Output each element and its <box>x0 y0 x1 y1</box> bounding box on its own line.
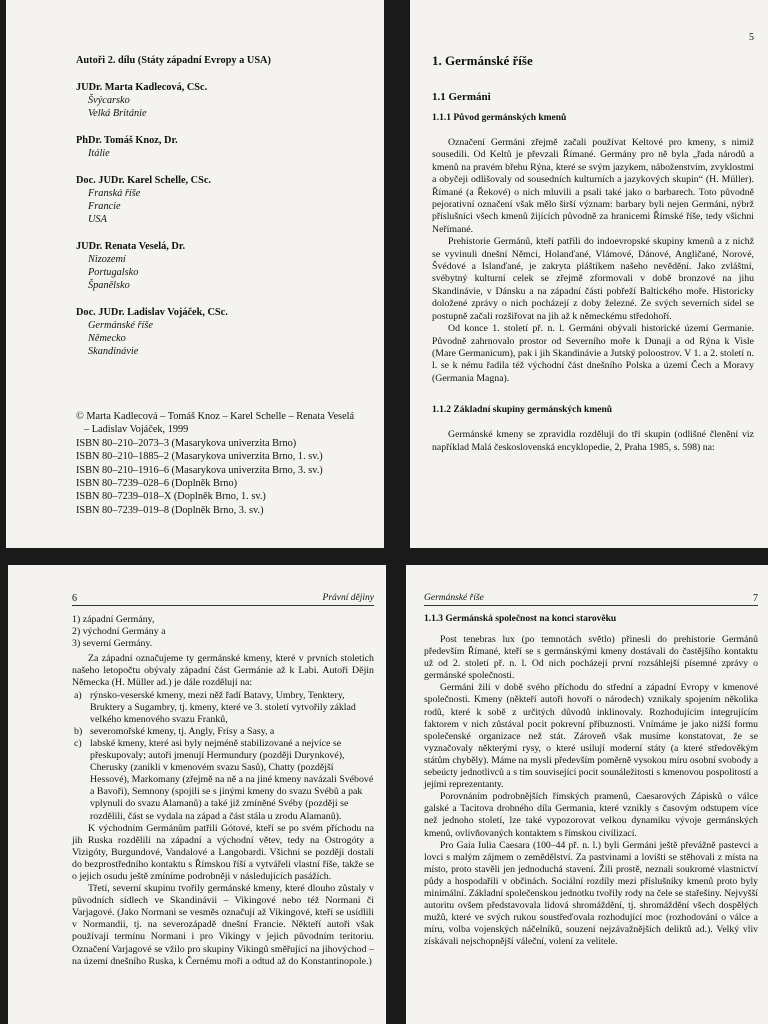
running-header <box>72 593 374 606</box>
list-item: 3) severní Germány. <box>72 638 153 650</box>
isbn-line: ISBN 80–210–1916–6 (Masarykova univerzita Brno, 3. sv.) <box>76 464 323 476</box>
author-topic: Švýcarsko <box>88 95 130 106</box>
isbn-line: ISBN 80–7239–019–8 (Doplněk Brno, 3. sv.) <box>76 504 264 516</box>
author-name: PhDr. Tomáš Knoz, Dr. <box>76 135 178 146</box>
author-topic: USA <box>88 214 107 225</box>
author-topic: Nizozemí <box>88 254 126 265</box>
page-5 <box>410 0 768 548</box>
list-item: a) rýnsko-veserské kmeny, mezi něž řadí Batavy, Umbry, Tenktery, Bruktery a Sugambry, tj. kmeny, které ve 3. století vytvořily základ velkého kmenového svazu Franků, <box>74 689 356 725</box>
tribe-list <box>72 690 374 823</box>
author-topic: Itálie <box>88 148 110 159</box>
paragraph: K východním Germánům patřili Gótové, kteří se po svém příchodu na jih Ruska rozdělili na západní a východní větev, tedy na Ostrogóty a Vizigóty, Burgundové, Vandalové a Langobardi. Všichni se později dostali do bezprostředního kontaktu s Římskou říší a vytvářeli vlastní říše, takže se o jejich osudu ještě zmíníme podrobněji v následujících pasážích. <box>72 822 374 882</box>
author-name: JUDr. Marta Kadlecová, CSc. <box>76 82 208 93</box>
author-topic: Německo <box>88 333 126 344</box>
list-item: c) labské kmeny, které asi byly nejméně stabilizované a nejvíce se přeskupovaly; autoři jmenují Hermundury (později Durynkové), Cherusky (zanikli v kmenovém svazu Sasů), Chatty (pozdější Hessové), Markomany (zřejmě na ně a na jiné kmeny navázali Svébové a Bavoři), Semnony (spojili se s jinými kmeny do svazu Svébů a pak vplynuli do svazu Alamanů) a také již zmíněné Svéby (později se rozdělili, část se vydala na západ a část stála u zrodu Alamanů). <box>74 737 374 822</box>
section-title: 1.1 Germáni <box>432 91 491 103</box>
copyright-line: – Ladislav Vojáček, 1999 <box>84 424 189 436</box>
page-7 <box>406 565 768 1024</box>
author-topic: Franská říše <box>88 188 141 199</box>
author-entry <box>76 81 366 120</box>
paragraph: Třetí, severní skupinu tvořily germánské kmeny, které dlouho zůstaly v původních sídlech ve Skandinávii – Vikingové nebo též Normani či Varjagové. (Jako Normani se vesměs označují až Vikingové, kteří se usídlili v Normandii, tj. na severozápadě dnešní Francie. Někteří autoři však používají termínu Normani i pro Vikingy v jejich původním teritoriu. Označení Varjagové se vžilo pro skupiny Vikingů směřující na jihovýchod – na území dnešního Ruska, k Černému moři a odtud až do Konstantinopole.) <box>72 883 374 967</box>
paragraph: Za západní označujeme ty germánské kmeny, které v prvních stoletích našeho letopočtu obývaly západní část Germánie až k Labi. Autoři Dějin Německa (H. Müller ad.) je dále rozdělují na: <box>72 653 374 689</box>
subsection-title: 1.1.2 Základní skupiny germánských kmenů <box>432 405 613 416</box>
subsection-title: 1.1.1 Původ germánských kmenů <box>432 113 567 123</box>
author-name: Doc. JUDr. Karel Schelle, CSc. <box>76 175 211 186</box>
isbn-line: ISBN 80–7239–028–6 (Doplněk Brno) <box>76 478 238 490</box>
author-entry <box>76 134 366 160</box>
isbn-line: ISBN 80–210–1885–2 (Masarykova univerzita Brno, 1. sv.) <box>76 451 323 463</box>
page-6 <box>8 565 386 1024</box>
running-head: Právní dějiny <box>322 593 374 603</box>
list-item: 2) východní Germány a <box>72 626 166 638</box>
author-entry <box>76 306 366 358</box>
paragraph: Post tenebras lux (po temnotách světlo) přinesli do prehistorie Germánů především Římané, kteří se s germánskými kmeny dostávali do častějšího kontaktu už od 2. století př. n. l. Od nich pocházejí první rozsáhlejší písemné zprávy o germánské společnosti. <box>424 634 758 682</box>
paragraph: Porovnáním podrobnějších římských pramenů, Caesarových Zápisků o válce galské a Tacitova drobného díla Germania, které vznikly s časovým odstupem více než jednoho století, lze také vypozorovat velkou dynamiku vývoje germánských kmenů, ovlivňovaných kontaktem s římskou civilizací. <box>424 791 758 839</box>
paragraph: Od konce 1. století př. n. l. Germáni obývali historické území Germanie. Původně zahrnovalo prostor od Severního moře k Dunaji a od Rýna k Visle (Mare Germanicum), pak i jih Skandinávie a Jutský poloostrov. V 1. a 2. století n. l. se k nému řadila též východní část dnešního Polska a území Čech a Moravy (Germania Magna). <box>432 323 754 384</box>
subsection-title: 1.1.3 Germánská společnost na konci starověku <box>424 614 617 624</box>
imprint <box>76 410 376 517</box>
author-entry <box>76 174 366 226</box>
author-topic: Portugalsko <box>88 267 139 278</box>
author-topic: Germánské říše <box>88 320 153 331</box>
running-head: Germánské říše <box>424 593 484 603</box>
author-topic: Velká Británie <box>88 108 147 119</box>
page-4 <box>6 0 384 548</box>
author-name: JUDr. Renata Veselá, Dr. <box>76 241 186 252</box>
paragraph: Germánské kmeny se zpravidla rozdělují do tří skupin (odlišné členění viz například Malá československá encyklopedie, 2, Praha 1985, s. 598) na: <box>432 429 754 453</box>
page-number: 7 <box>753 593 758 604</box>
isbn-line: ISBN 80–210–2073–3 (Masarykova univerzita Brno) <box>76 437 297 449</box>
page-number: 6 <box>72 593 77 604</box>
copyright-line: © Marta Kadlecová – Tomáš Knoz – Karel Schelle – Renata Veselá <box>76 411 355 422</box>
author-name: Doc. JUDr. Ladislav Vojáček, CSc. <box>76 307 228 318</box>
authors-list <box>76 81 366 358</box>
list-item: b) severomořské kmeny, tj. Angly, Frísy a Sasy, a <box>74 725 275 737</box>
paragraph: Germáni žili v době svého příchodu do střední a západní Evropy v kmenové společnosti. Kmeny (někteří autoři hovoří o národech) vznikaly spojením několika rodů, které k sobě z určitých důvodů inklinovaly. Rozhodujícím integrujícím faktorem v nich zůstával pocit pokrevní příbuznosti. Vnímáme je jako nižší formu společenské organizace než stát. Zároveň však musíme konstatovat, že se vyznačovaly některými rysy, o které usilují moderní státy (a které středověkým státům chyběly). Máme na mysli především poměrně vysokou míru osobní svobody a sebeúcty jednotlivců a s tím související pocit sounáležitosti s kmenovou pospolitostí a jejími reprezentanty. <box>424 682 758 791</box>
isbn-line: ISBN 80–7239–018–X (Doplněk Brno, 1. sv.) <box>76 491 266 503</box>
paragraph: Prehistorie Germánů, kteří patřili do indoevropské skupiny kmenů a z nichž se vyvinuli dnešní Němci, Holanďané, Vlámové, Dánové, Angličané, Norové, Švédové a Islanďané, je zakryta pláštíkem našeho nevědění. Jako zvláštní, svébytný kulturní celek se zřejmě zformovali v době bronzové na jihu Skandinávie, v Dánsku a na západní části pobřeží Baltického moře. Historicky doložené zprávy o nich pocházejí z doby železné. Ze svých severních sídel se postupně začali rozšiřovat na jih až k německému středohoří. <box>432 236 754 322</box>
paragraph: Pro Gaia Iulia Caesara (100–44 př. n. l.) byli Germáni ještě převážně pastevci a lovci s malým zájmem o zemědělství. Za pastvinami a lovišti se stěhovali z místa na místo, proto stavěli jen jednoduchá stavení. Žili prostě, neznali soukromé vlastnictví půdy a hospodařili v občinách. Sociální rozdíly mezi příslušníky kmenů proto byly minimální. Základní společenskou jednotku tvořily rody na čele se stařešiny. Nejvyšší autoritu ovšem představovala lidová shromáždění, tj. shromáždění všech dospělých mužů, které ve svých rukou soustřeďovala rozhodující moc (rozhodování o válce a míru, volba vojenských náčelníků, souzení nejzávažnějších deliktů ad.). Velký vliv získávali nejschopnější váleční, volení za velitele. <box>424 839 758 948</box>
group-list <box>72 614 374 650</box>
running-header <box>424 593 758 606</box>
page-number: 5 <box>749 32 754 43</box>
paragraph: Označení Germáni zřejmě začali používat Keltové pro kmeny, s nimiž sousedili. Od Keltů je převzali Římané. Germány pro ně byla „řada národů a kmenů na pravém břehu Rýna, které se svým jazykem, náboženstvím, zvyklostmi a obyčeji odlišovaly od sousedních kulturních a jazykových skupin“ (H. Müller). Římané (a Řekové) o nich mluvili a psali také jako o barbarech. Toto původně pejorativní označení však mělo širší význam: barbary byli nejen Germáni, nýbrž příslušníci všech kmenů žijících původně za hranicemi Římské říše, tedy všichni Neřímané. <box>432 137 754 235</box>
chapter-title: 1. Germánské říše <box>432 53 533 68</box>
list-item: 1) západní Germány, <box>72 614 155 625</box>
author-topic: Skandinávie <box>88 346 139 357</box>
author-topic: Španělsko <box>88 280 130 291</box>
author-entry <box>76 240 366 292</box>
author-topic: Francie <box>88 201 121 212</box>
authors-heading: Autoři 2. dílu (Státy západní Evropy a USA) <box>76 55 271 66</box>
